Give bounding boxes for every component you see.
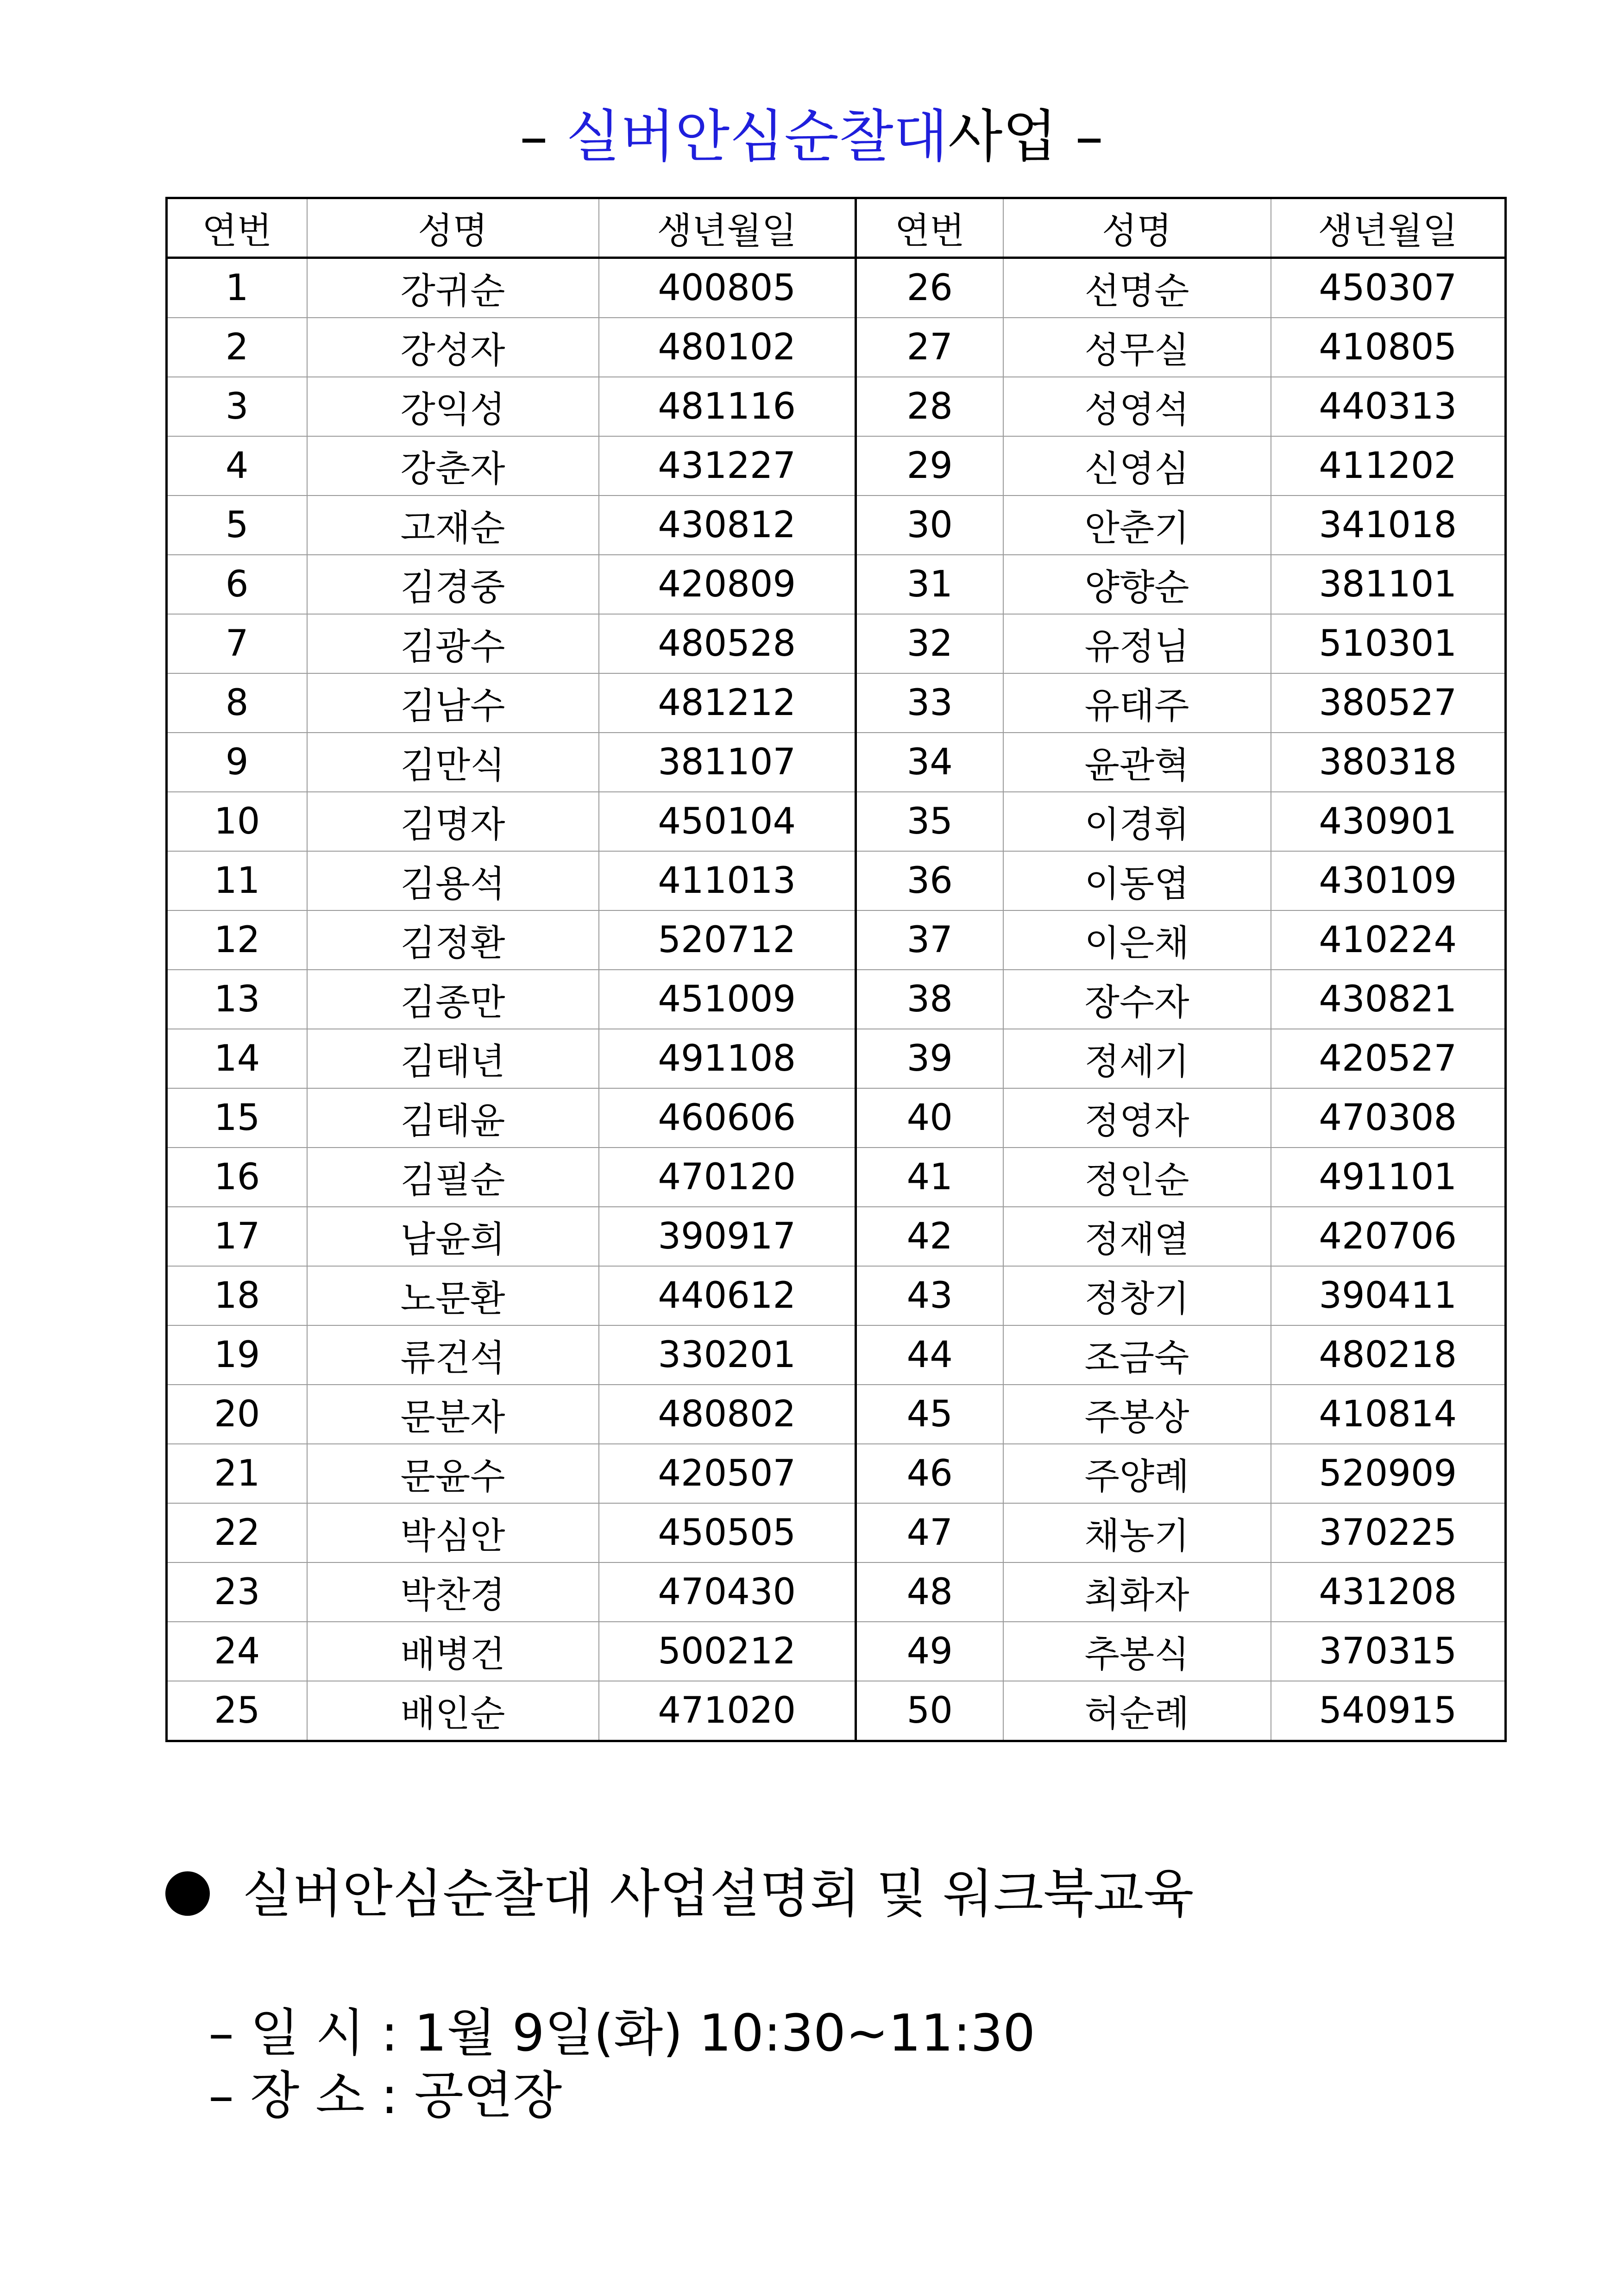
cell-no: 44 bbox=[856, 1325, 1003, 1385]
cell-name: 김용석 bbox=[307, 851, 599, 910]
cell-birthdate: 540915 bbox=[1271, 1681, 1506, 1741]
cell-name: 허순례 bbox=[1003, 1681, 1271, 1741]
cell-name: 이경휘 bbox=[1003, 792, 1271, 851]
notice-time-line bbox=[208, 2001, 1035, 2065]
title-rest: 사업 bbox=[948, 104, 1057, 169]
cell-no: 35 bbox=[856, 792, 1003, 851]
table-row bbox=[167, 1503, 1506, 1562]
title-highlight: 실버안심순찰대 bbox=[566, 104, 948, 169]
cell-birthdate: 390917 bbox=[599, 1207, 856, 1266]
table-row bbox=[167, 318, 1506, 377]
cell-birthdate: 381101 bbox=[1271, 555, 1506, 614]
cell-no: 37 bbox=[856, 910, 1003, 970]
cell-no: 23 bbox=[167, 1562, 307, 1622]
cell-birthdate: 380527 bbox=[1271, 673, 1506, 733]
table-row bbox=[167, 1562, 1506, 1622]
cell-no: 41 bbox=[856, 1148, 1003, 1207]
cell-birthdate: 481212 bbox=[599, 673, 856, 733]
cell-no: 43 bbox=[856, 1266, 1003, 1325]
place-value: 공연장 bbox=[414, 2066, 562, 2125]
cell-name: 배병건 bbox=[307, 1622, 599, 1681]
cell-no: 42 bbox=[856, 1207, 1003, 1266]
cell-birthdate: 450104 bbox=[599, 792, 856, 851]
cell-name: 안춘기 bbox=[1003, 496, 1271, 555]
cell-name: 이은채 bbox=[1003, 910, 1271, 970]
cell-name: 주양례 bbox=[1003, 1444, 1271, 1503]
bullet-icon bbox=[165, 1871, 210, 1916]
cell-name: 최화자 bbox=[1003, 1562, 1271, 1622]
cell-name: 정재열 bbox=[1003, 1207, 1271, 1266]
header-birth-right: 생년월일 bbox=[1271, 198, 1506, 258]
table-row bbox=[167, 1325, 1506, 1385]
cell-name: 추봉식 bbox=[1003, 1622, 1271, 1681]
header-name-left: 성명 bbox=[307, 198, 599, 258]
cell-no: 34 bbox=[856, 733, 1003, 792]
cell-name: 강귀순 bbox=[307, 258, 599, 318]
cell-birthdate: 410814 bbox=[1271, 1385, 1506, 1444]
cell-name: 선명순 bbox=[1003, 258, 1271, 318]
cell-name: 박심안 bbox=[307, 1503, 599, 1562]
cell-birthdate: 390411 bbox=[1271, 1266, 1506, 1325]
cell-birthdate: 420809 bbox=[599, 555, 856, 614]
cell-birthdate: 510301 bbox=[1271, 614, 1506, 673]
table-row bbox=[167, 1029, 1506, 1088]
cell-no: 9 bbox=[167, 733, 307, 792]
cell-name: 김만식 bbox=[307, 733, 599, 792]
cell-birthdate: 481116 bbox=[599, 377, 856, 436]
cell-no: 2 bbox=[167, 318, 307, 377]
cell-birthdate: 400805 bbox=[599, 258, 856, 318]
cell-birthdate: 470120 bbox=[599, 1148, 856, 1207]
cell-birthdate: 431227 bbox=[599, 436, 856, 496]
table-row bbox=[167, 1444, 1506, 1503]
cell-birthdate: 380318 bbox=[1271, 733, 1506, 792]
table-row bbox=[167, 436, 1506, 496]
notice-heading: 실버안심순찰대 사업설명회 및 워크북교육 bbox=[242, 1864, 1194, 1924]
cell-no: 1 bbox=[167, 258, 307, 318]
time-label: – 일 시 : bbox=[208, 2003, 398, 2063]
cell-name: 김정환 bbox=[307, 910, 599, 970]
cell-no: 12 bbox=[167, 910, 307, 970]
cell-no: 18 bbox=[167, 1266, 307, 1325]
cell-no: 14 bbox=[167, 1029, 307, 1088]
cell-no: 33 bbox=[856, 673, 1003, 733]
member-table bbox=[165, 197, 1507, 1742]
cell-no: 24 bbox=[167, 1622, 307, 1681]
cell-birthdate: 370315 bbox=[1271, 1622, 1506, 1681]
table-header-row bbox=[167, 198, 1506, 258]
table-row bbox=[167, 258, 1506, 318]
cell-name: 유태주 bbox=[1003, 673, 1271, 733]
cell-name: 성무실 bbox=[1003, 318, 1271, 377]
cell-name: 강익성 bbox=[307, 377, 599, 436]
cell-name: 김광수 bbox=[307, 614, 599, 673]
cell-birthdate: 411013 bbox=[599, 851, 856, 910]
table-row bbox=[167, 1148, 1506, 1207]
cell-birthdate: 430109 bbox=[1271, 851, 1506, 910]
cell-birthdate: 470308 bbox=[1271, 1088, 1506, 1148]
header-no-right: 연번 bbox=[856, 198, 1003, 258]
cell-no: 45 bbox=[856, 1385, 1003, 1444]
cell-name: 양향순 bbox=[1003, 555, 1271, 614]
table-row bbox=[167, 1088, 1506, 1148]
cell-no: 39 bbox=[856, 1029, 1003, 1088]
cell-no: 29 bbox=[856, 436, 1003, 496]
cell-no: 7 bbox=[167, 614, 307, 673]
cell-no: 10 bbox=[167, 792, 307, 851]
table-row bbox=[167, 1266, 1506, 1325]
cell-name: 주봉상 bbox=[1003, 1385, 1271, 1444]
cell-name: 채농기 bbox=[1003, 1503, 1271, 1562]
table-row bbox=[167, 1207, 1506, 1266]
cell-no: 46 bbox=[856, 1444, 1003, 1503]
cell-no: 13 bbox=[167, 970, 307, 1029]
cell-no: 27 bbox=[856, 318, 1003, 377]
cell-name: 문윤수 bbox=[307, 1444, 599, 1503]
cell-no: 16 bbox=[167, 1148, 307, 1207]
cell-birthdate: 420527 bbox=[1271, 1029, 1506, 1088]
title-dash-left: – bbox=[519, 104, 548, 169]
cell-name: 남윤희 bbox=[307, 1207, 599, 1266]
cell-birthdate: 470430 bbox=[599, 1562, 856, 1622]
notice-place-line bbox=[208, 2063, 562, 2128]
cell-name: 김경중 bbox=[307, 555, 599, 614]
cell-birthdate: 381107 bbox=[599, 733, 856, 792]
cell-birthdate: 450505 bbox=[599, 1503, 856, 1562]
cell-name: 강춘자 bbox=[307, 436, 599, 496]
cell-name: 강성자 bbox=[307, 318, 599, 377]
cell-no: 17 bbox=[167, 1207, 307, 1266]
cell-name: 고재순 bbox=[307, 496, 599, 555]
cell-birthdate: 420706 bbox=[1271, 1207, 1506, 1266]
notice-heading-line bbox=[165, 1850, 1194, 1938]
table-row bbox=[167, 614, 1506, 673]
table-row bbox=[167, 910, 1506, 970]
table-row bbox=[167, 377, 1506, 436]
cell-name: 노문환 bbox=[307, 1266, 599, 1325]
table-row bbox=[167, 733, 1506, 792]
cell-name: 정창기 bbox=[1003, 1266, 1271, 1325]
cell-no: 4 bbox=[167, 436, 307, 496]
cell-birthdate: 341018 bbox=[1271, 496, 1506, 555]
cell-birthdate: 491101 bbox=[1271, 1148, 1506, 1207]
cell-birthdate: 500212 bbox=[599, 1622, 856, 1681]
cell-no: 49 bbox=[856, 1622, 1003, 1681]
cell-no: 48 bbox=[856, 1562, 1003, 1622]
cell-no: 31 bbox=[856, 555, 1003, 614]
cell-birthdate: 430901 bbox=[1271, 792, 1506, 851]
cell-birthdate: 520712 bbox=[599, 910, 856, 970]
cell-birthdate: 410224 bbox=[1271, 910, 1506, 970]
cell-no: 36 bbox=[856, 851, 1003, 910]
cell-name: 박찬경 bbox=[307, 1562, 599, 1622]
cell-birthdate: 330201 bbox=[599, 1325, 856, 1385]
cell-name: 문분자 bbox=[307, 1385, 599, 1444]
table-row bbox=[167, 970, 1506, 1029]
cell-name: 배인순 bbox=[307, 1681, 599, 1741]
cell-name: 성영석 bbox=[1003, 377, 1271, 436]
cell-birthdate: 450307 bbox=[1271, 258, 1506, 318]
cell-name: 김태윤 bbox=[307, 1088, 599, 1148]
cell-no: 28 bbox=[856, 377, 1003, 436]
table-row bbox=[167, 673, 1506, 733]
cell-no: 8 bbox=[167, 673, 307, 733]
cell-birthdate: 480218 bbox=[1271, 1325, 1506, 1385]
cell-no: 47 bbox=[856, 1503, 1003, 1562]
cell-birthdate: 460606 bbox=[599, 1088, 856, 1148]
cell-birthdate: 480802 bbox=[599, 1385, 856, 1444]
cell-birthdate: 370225 bbox=[1271, 1503, 1506, 1562]
cell-name: 정인순 bbox=[1003, 1148, 1271, 1207]
page-title bbox=[0, 95, 1623, 178]
cell-name: 김남수 bbox=[307, 673, 599, 733]
cell-name: 김태년 bbox=[307, 1029, 599, 1088]
cell-birthdate: 480102 bbox=[599, 318, 856, 377]
cell-name: 정영자 bbox=[1003, 1088, 1271, 1148]
time-value: 1월 9일(화) 10:30~11:30 bbox=[414, 2003, 1036, 2063]
table-row bbox=[167, 792, 1506, 851]
cell-birthdate: 430812 bbox=[599, 496, 856, 555]
cell-name: 장수자 bbox=[1003, 970, 1271, 1029]
table-body bbox=[167, 258, 1506, 1741]
cell-no: 40 bbox=[856, 1088, 1003, 1148]
cell-no: 5 bbox=[167, 496, 307, 555]
cell-birthdate: 520909 bbox=[1271, 1444, 1506, 1503]
header-no-left: 연번 bbox=[167, 198, 307, 258]
cell-no: 3 bbox=[167, 377, 307, 436]
cell-no: 20 bbox=[167, 1385, 307, 1444]
cell-no: 38 bbox=[856, 970, 1003, 1029]
table-row bbox=[167, 1385, 1506, 1444]
cell-no: 11 bbox=[167, 851, 307, 910]
cell-name: 윤관혁 bbox=[1003, 733, 1271, 792]
header-birth-left: 생년월일 bbox=[599, 198, 856, 258]
cell-name: 이동엽 bbox=[1003, 851, 1271, 910]
cell-birthdate: 491108 bbox=[599, 1029, 856, 1088]
cell-no: 30 bbox=[856, 496, 1003, 555]
cell-no: 22 bbox=[167, 1503, 307, 1562]
cell-no: 26 bbox=[856, 258, 1003, 318]
cell-no: 15 bbox=[167, 1088, 307, 1148]
cell-name: 김명자 bbox=[307, 792, 599, 851]
cell-birthdate: 480528 bbox=[599, 614, 856, 673]
table-row bbox=[167, 555, 1506, 614]
cell-birthdate: 471020 bbox=[599, 1681, 856, 1741]
cell-birthdate: 430821 bbox=[1271, 970, 1506, 1029]
table-row bbox=[167, 496, 1506, 555]
table-row bbox=[167, 1681, 1506, 1741]
cell-name: 김필순 bbox=[307, 1148, 599, 1207]
cell-name: 김종만 bbox=[307, 970, 599, 1029]
cell-birthdate: 411202 bbox=[1271, 436, 1506, 496]
cell-name: 신영심 bbox=[1003, 436, 1271, 496]
cell-birthdate: 451009 bbox=[599, 970, 856, 1029]
cell-name: 류건석 bbox=[307, 1325, 599, 1385]
cell-birthdate: 440612 bbox=[599, 1266, 856, 1325]
cell-birthdate: 431208 bbox=[1271, 1562, 1506, 1622]
cell-birthdate: 410805 bbox=[1271, 318, 1506, 377]
cell-birthdate: 420507 bbox=[599, 1444, 856, 1503]
place-label: – 장 소 : bbox=[208, 2066, 398, 2125]
header-name-right: 성명 bbox=[1003, 198, 1271, 258]
cell-name: 유정님 bbox=[1003, 614, 1271, 673]
cell-name: 조금숙 bbox=[1003, 1325, 1271, 1385]
cell-no: 6 bbox=[167, 555, 307, 614]
cell-no: 50 bbox=[856, 1681, 1003, 1741]
title-dash-right: – bbox=[1075, 104, 1104, 169]
cell-name: 정세기 bbox=[1003, 1029, 1271, 1088]
cell-no: 32 bbox=[856, 614, 1003, 673]
cell-no: 25 bbox=[167, 1681, 307, 1741]
cell-no: 21 bbox=[167, 1444, 307, 1503]
cell-birthdate: 440313 bbox=[1271, 377, 1506, 436]
table-row bbox=[167, 1622, 1506, 1681]
cell-no: 19 bbox=[167, 1325, 307, 1385]
table-row bbox=[167, 851, 1506, 910]
